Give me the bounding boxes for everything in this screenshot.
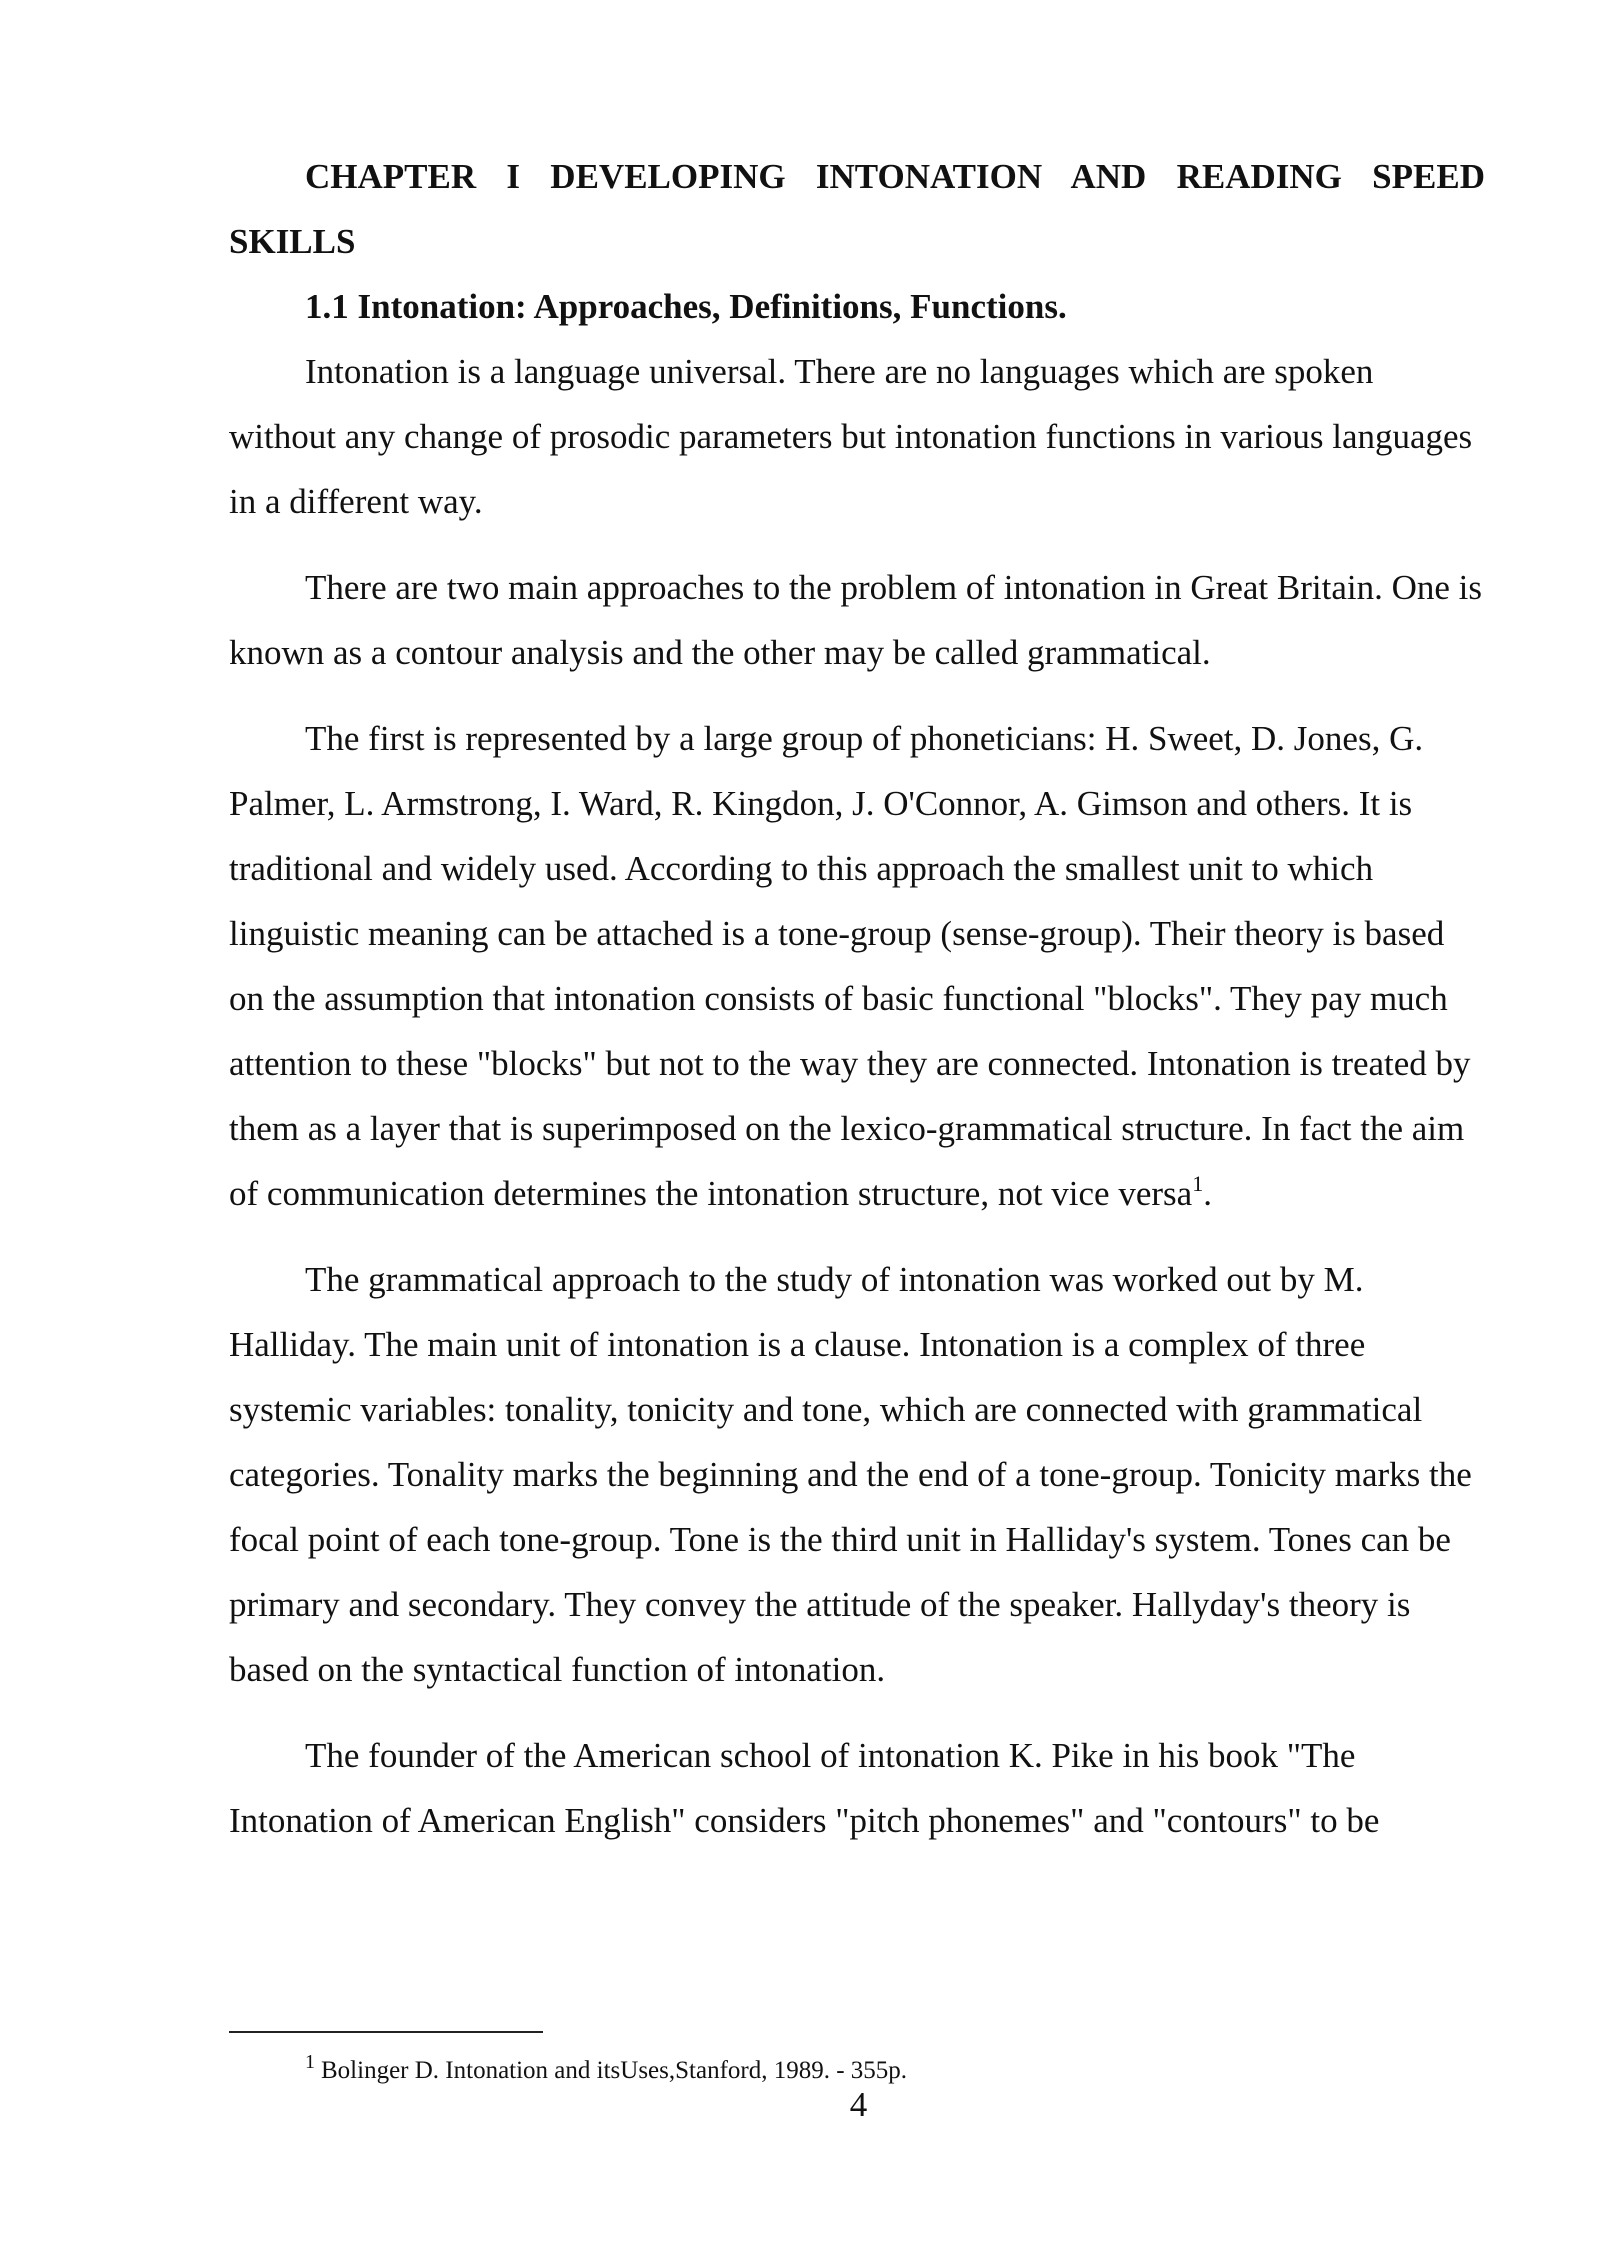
paragraph-4: The grammatical approach to the study of intonation was worked out by M. Halliday. The main unit of intonation is a clause. Intonation is a complex of three systemic variables: tonality, tonicity and tone, which are connected with grammatical categories. Tonality marks the beginning and the end of a tone-group. Tonicity marks the focal point of each tone-group. Tone is the third unit in Halliday's system. Tones can be primary and secondary. They convey the attitude of the speaker. Hallyday's theory is based on the syntactical function of intonation. <box>229 1260 1472 1689</box>
paragraph-1: Intonation is a language universal. There are no languages which are spoken without any change of prosodic parameters but intonation functions in various languages in a different way. <box>229 352 1473 521</box>
paragraph-3 <box>229 706 1485 1226</box>
paragraph-2: There are two main approaches to the problem of intonation in Great Britain. One is known as a contour analysis and the other may be called grammatical. <box>229 568 1482 672</box>
footnote-reference[interactable]: 1 <box>1192 1171 1204 1196</box>
footnote-text: Bolinger D. Intonation and itsUses,Stanford, 1989. - 355p. <box>321 2057 908 2084</box>
section-title: 1.1 Intonation: Approaches, Definitions, Functions. <box>305 287 1067 326</box>
paragraph-3-end: . <box>1203 1174 1212 1213</box>
footnote-divider <box>229 2031 543 2033</box>
body-text <box>229 339 1485 1853</box>
footnote-number: 1 <box>305 2051 315 2073</box>
paragraph-5: The founder of the American school of intonation K. Pike in his book "The Intonation of American English" considers "pitch phonemes" and "contours" to be <box>229 1736 1380 1840</box>
page-number: 4 <box>849 2085 868 2124</box>
chapter-title: CHAPTER I DEVELOPING INTONATION AND READING SPEED SKILLS <box>229 157 1485 261</box>
paragraph-3-text: The first is represented by a large group of phoneticians: H. Sweet, D. Jones, G. Palmer, L. Armstrong, I. Ward, R. Kingdon, J. O'Connor, A. Gimson and others. It is traditional and widely used. According to this approach the smallest unit to which linguistic meaning can be attached is a tone-group (sense-group). Their theory is based on the assumption that intonation consists of basic functional "blocks". They pay much attention to these "blocks" but not to the way they are connected. Intonation is treated by them as a layer that is superimposed on the lexico-grammatical structure. In fact the aim of communication determines the intonation structure, not vice versa <box>229 719 1471 1213</box>
